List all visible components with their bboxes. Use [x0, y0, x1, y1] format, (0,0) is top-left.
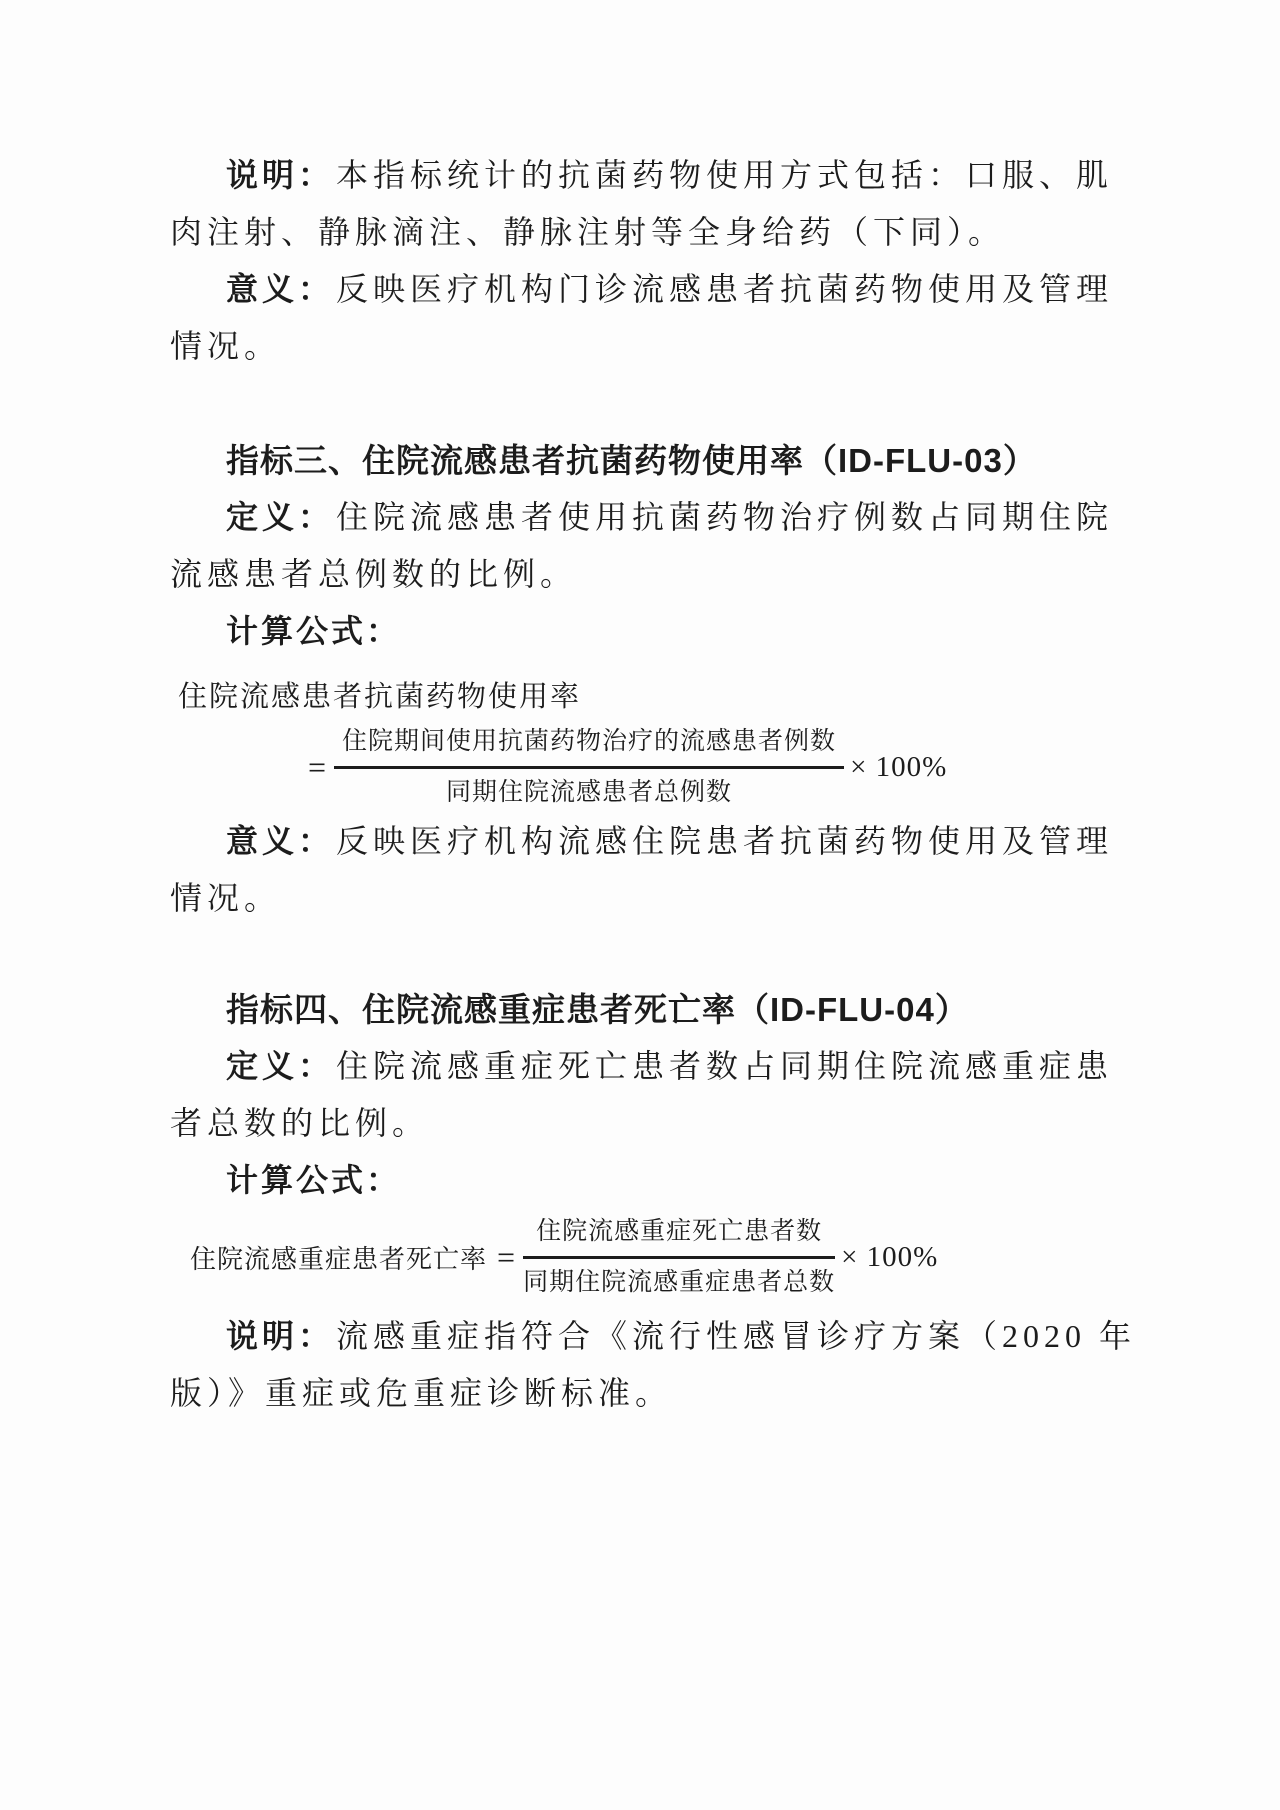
- equals-sign: =: [497, 1239, 516, 1275]
- formula-3-lhs: 住院流感患者抗菌药物使用率: [178, 681, 582, 713]
- dingyi-label: 定义：: [226, 1048, 335, 1084]
- fraction-numerator: 住院流感重症死亡患者数: [523, 1212, 835, 1259]
- paragraph-line: [170, 1308, 1137, 1365]
- fraction-denominator: 同期住院流感重症患者总数: [523, 1269, 836, 1296]
- paragraph-yiyi-3: [170, 813, 1115, 927]
- indicator-4-heading: 指标四、住院流感重症患者死亡率（ID-FLU-04）: [226, 991, 969, 1028]
- paragraph-line: [170, 489, 1115, 546]
- formula-4-label: 计算公式：: [226, 1162, 402, 1198]
- paragraph-shuoming-2: [170, 147, 1115, 261]
- paragraph-line: 情况。: [170, 328, 282, 364]
- paragraph-text: 住院流感患者使用抗菌药物治疗例数占同期住院: [336, 499, 1114, 535]
- paragraph-text: 本指标统计的抗菌药物使用方式包括：口服、肌: [336, 157, 1114, 193]
- paragraph-dingyi-4: [170, 1038, 1115, 1152]
- paragraph-line: [170, 1038, 1115, 1095]
- shuoming-label: 说明：: [226, 157, 335, 193]
- formula-4: [190, 1212, 1115, 1303]
- paragraph-line: 者总数的比例。: [170, 1105, 430, 1141]
- paragraph-shuoming-4: [170, 1308, 1137, 1422]
- paragraph-yiyi-2: [170, 261, 1115, 375]
- paragraph-text: 反映医疗机构门诊流感患者抗菌药物使用及管理: [336, 271, 1114, 307]
- formula-4-lhs: 住院流感重症患者死亡率: [190, 1245, 488, 1274]
- paragraph-text: 反映医疗机构流感住院患者抗菌药物使用及管理: [336, 823, 1114, 859]
- fraction-denominator: 同期住院流感患者总例数: [446, 779, 733, 806]
- shuoming-label: 说明：: [226, 1318, 335, 1354]
- paragraph-line: 流感患者总例数的比例。: [170, 556, 578, 592]
- equals-sign: =: [308, 749, 327, 785]
- formula-3-label: 计算公式：: [226, 613, 402, 649]
- formula-3-fraction: [334, 722, 844, 813]
- paragraph-text: 住院流感重症死亡患者数占同期住院流感重症患: [336, 1048, 1114, 1084]
- fraction-numerator: 住院期间使用抗菌药物治疗的流感患者例数: [334, 722, 844, 769]
- formula-3-expression: [308, 722, 1115, 813]
- paragraph-line: [170, 261, 1115, 318]
- dingyi-label: 定义：: [226, 499, 335, 535]
- multiplier-100-percent: × 100%: [850, 751, 948, 783]
- paragraph-text: 流感重症指符合《流行性感冒诊疗方案（2020 年: [336, 1318, 1137, 1354]
- paragraph-line: 肉注射、静脉滴注、静脉注射等全身给药（下同）。: [170, 214, 1006, 250]
- paragraph-line: 版）》重症或危重症诊断标准。: [170, 1375, 673, 1411]
- paragraph-line: [170, 147, 1115, 204]
- paragraph-dingyi-3: [170, 489, 1115, 603]
- yiyi-label: 意义：: [226, 823, 335, 859]
- formula-4-fraction: [523, 1212, 835, 1303]
- formula-3: [170, 672, 1115, 813]
- paragraph-line: [170, 813, 1115, 870]
- paragraph-line: 情况。: [170, 880, 282, 916]
- yiyi-label: 意义：: [226, 271, 335, 307]
- indicator-3-heading: 指标三、住院流感患者抗菌药物使用率（ID-FLU-03）: [226, 442, 1037, 479]
- multiplier-100-percent: × 100%: [841, 1241, 939, 1273]
